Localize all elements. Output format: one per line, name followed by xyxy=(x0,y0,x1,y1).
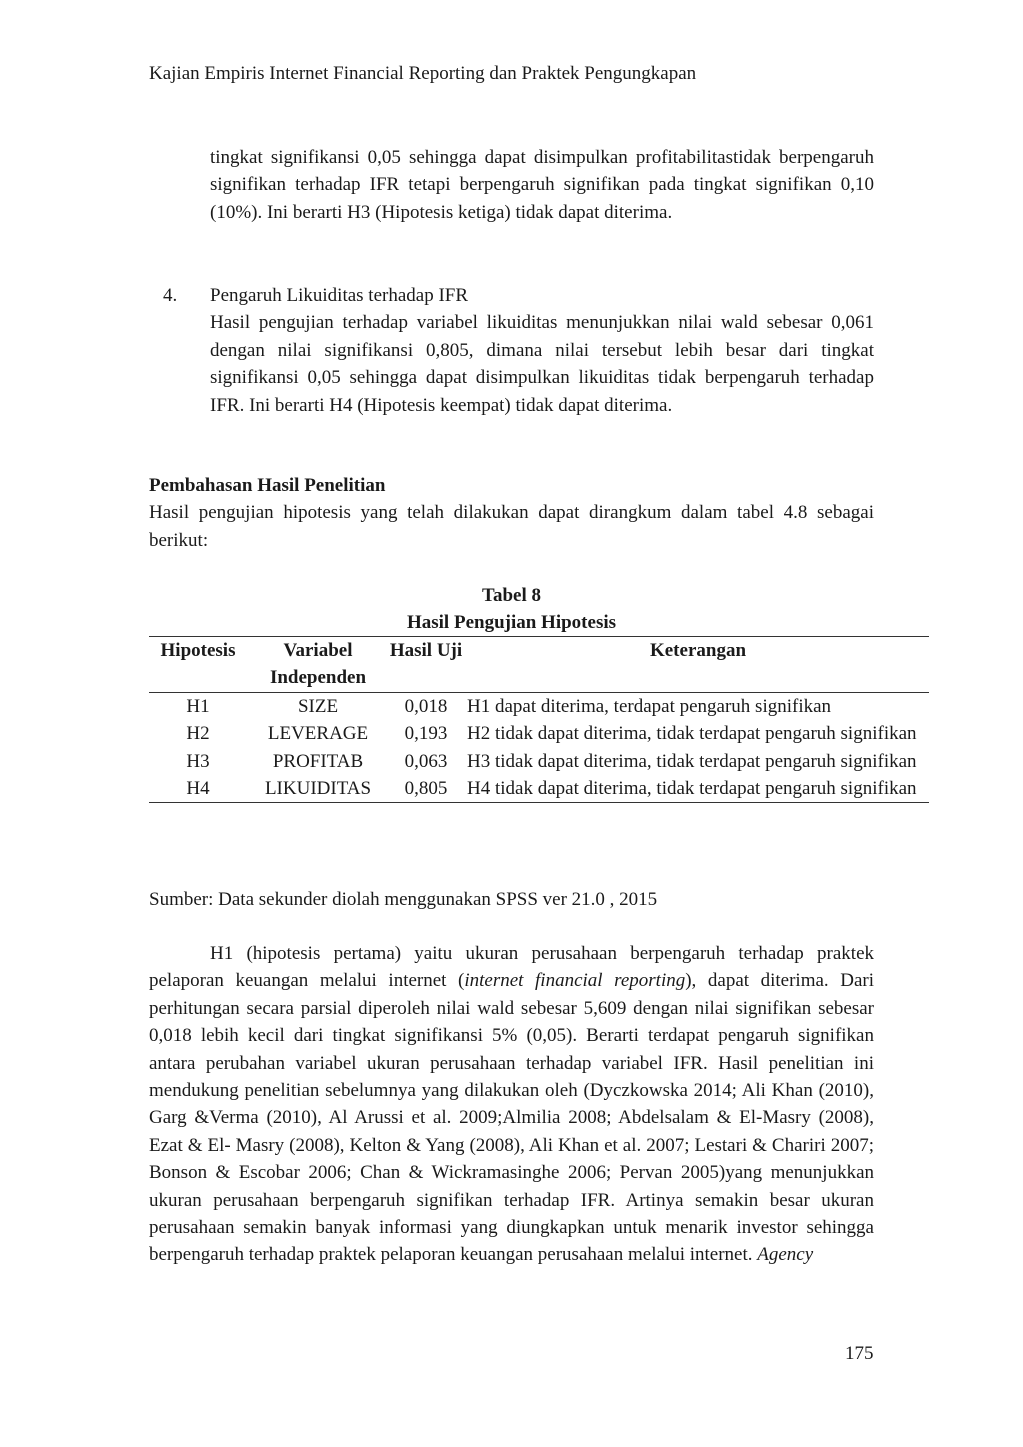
header-hipotesis: Hipotesis xyxy=(160,640,236,661)
section-heading: Pembahasan Hasil Penelitian xyxy=(149,475,386,496)
cell-keterangan: H1 dapat diterima, terdapat pengaruh signifikan xyxy=(467,695,832,717)
discussion-italic-term: internet financial reporting xyxy=(464,970,686,992)
continued-paragraph-text: tingkat signifikansi 0,05 sehingga dapat disimpulkan profitabilitastidak berpengaruh signifikan terhadap IFR tetapi berpengaruh signifikan pada tingkat signifikan 0,10 (10%). Ini berarti H3 (Hipotesis ketiga) tidak dapat diterima. xyxy=(210,147,874,223)
cell-variabel: PROFITAB xyxy=(272,750,364,772)
table-row xyxy=(149,692,929,720)
cell-variabel: LEVERAGE xyxy=(267,723,369,745)
cell-hasil: 0,805 xyxy=(404,778,448,800)
cell-keterangan: H2 tidak dapat diterima, tidak terdapat pengaruh signifikan xyxy=(467,723,917,745)
table-caption xyxy=(149,582,874,637)
discussion-italic-agency: Agency xyxy=(757,1244,814,1266)
discussion-paragraph xyxy=(149,940,874,1269)
header-keterangan: Keterangan xyxy=(649,640,747,661)
table-header-row xyxy=(149,637,929,693)
cell-hipotesis: H1 xyxy=(186,695,210,717)
header-variabel: Variabel Independen xyxy=(269,640,367,689)
hypothesis-table xyxy=(149,636,929,803)
header-hasil-uji: Hasil Uji xyxy=(389,640,463,661)
list-item-number: 4. xyxy=(163,285,178,306)
cell-variabel: LIKUIDITAS xyxy=(264,778,372,800)
page-number: 175 xyxy=(845,1343,874,1364)
table-row xyxy=(149,748,929,775)
list-item-title: Pengaruh Likuiditas terhadap IFR xyxy=(210,285,469,306)
cell-hasil: 0,063 xyxy=(404,750,448,772)
list-item-4 xyxy=(210,282,874,419)
table-source-note: Sumber: Data sekunder diolah menggunakan SPSS ver 21.0 , 2015 xyxy=(149,889,658,910)
table-row xyxy=(149,720,929,747)
cell-hipotesis: H2 xyxy=(186,723,210,745)
cell-variabel: SIZE xyxy=(297,695,339,717)
discussion-text xyxy=(149,940,874,1269)
section-intro: Hasil pengujian hipotesis yang telah dilakukan dapat dirangkum dalam tabel 4.8 sebagai berikut: xyxy=(149,502,874,551)
cell-hipotesis: H4 xyxy=(186,778,210,800)
continued-paragraph xyxy=(210,144,874,226)
cell-keterangan: H3 tidak dapat diterima, tidak terdapat pengaruh signifikan xyxy=(467,750,917,772)
cell-keterangan: H4 tidak dapat diterima, tidak terdapat pengaruh signifikan xyxy=(467,778,917,800)
running-header: Kajian Empiris Internet Financial Reporting dan Praktek Pengungkapan xyxy=(149,63,697,84)
cell-hasil: 0,193 xyxy=(404,723,448,745)
list-item-body: Hasil pengujian terhadap variabel likuiditas menunjukkan nilai wald sebesar 0,061 dengan nilai signifikansi 0,805, dimana nilai tersebut lebih besar dari tingkat signifikansi 0,05 sehingga dapat disimpulkan likuiditas tidak berpengaruh terhadap IFR. Ini berarti H4 (Hipotesis keempat) tidak dapat diterima. xyxy=(210,312,874,416)
table-row xyxy=(149,775,929,803)
cell-hasil: 0,018 xyxy=(404,695,448,717)
table-title: Hasil Pengujian Hipotesis xyxy=(406,612,617,634)
table-number: Tabel 8 xyxy=(482,585,541,606)
discussion-text-1: H1 (hipotesis pertama) yaitu ukuran perusahaan berpengaruh terhadap praktek pelaporan keuangan melalui internet ( xyxy=(149,943,874,992)
cell-hipotesis: H3 xyxy=(186,750,210,772)
discussion-section xyxy=(149,472,874,554)
discussion-text-2: ), dapat diterima. Dari perhitungan secara parsial diperoleh nilai wald sebesar 5,609 dengan nilai signifikan sebesar 0,018 lebih kecil dari tingkat signifikansi 5% (0,05). Berarti terdapat pengaruh signifikan antara perubahan variabel ukuran perusahaan terhadap variabel IFR. Hasil penelitian ini mendukung penelitian sebelumnya yang dilakukan oleh (Dyczkowska 2014; Ali Khan (2010), Garg &Verma (2010), Al Arussi et al. 2009;Almilia 2008; Abdelsalam & El-Masry (2008), Ezat & El- Masry (2008), Kelton & Yang (2008), Ali Khan et al. 2007; Lestari & Chariri 2007; Bonson & Escobar 2006; Chan & Wickramasinghe 2006; Pervan 2005)yang menunjukkan ukuran perusahaan berpengaruh signifikan terhadap IFR. Artinya semakin besar ukuran perusahaan semakin banyak informasi yang diungkapkan untuk menarik investor sehingga berpengaruh terhadap praktek pelaporan keuangan perusahaan melalui internet. xyxy=(149,970,875,1266)
